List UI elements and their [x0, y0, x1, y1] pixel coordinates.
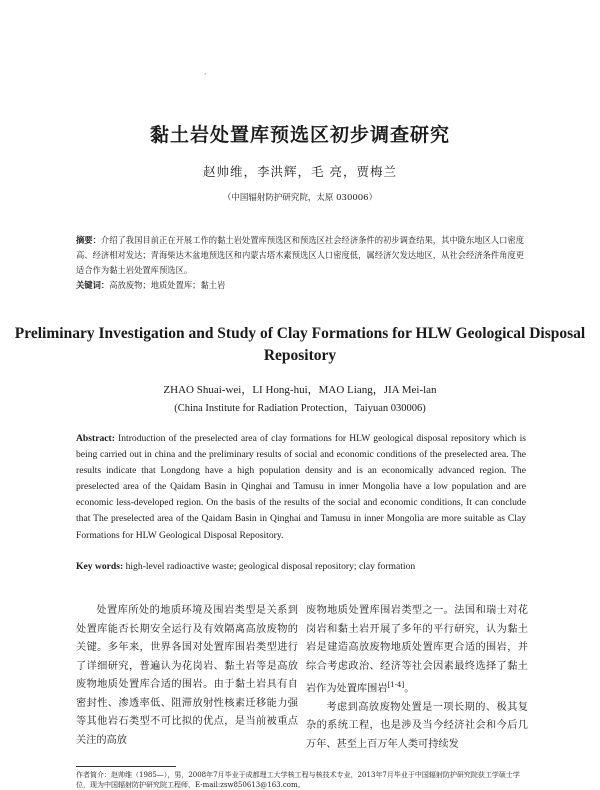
chinese-authors: 赵帅维，李洪辉，毛 亮，贾梅兰 [203, 164, 397, 179]
chinese-title: 黏土岩处置库预选区初步调查研究 [149, 124, 450, 146]
body-column-right [306, 602, 528, 754]
english-keywords-text: high-level radioactive waste; geological disposal repository; clay formation [125, 561, 416, 572]
chinese-abstract-text: 介绍了我国目前正在开展工作的黏土岩处置库预选区和预选区社会经济条件的初步调查结果，其中陇东地区人口密度高、经济相对发达；青海柴达木盆地预选区和内蒙古塔木素预选区人口密度低，属经济欠发达地区，从社会经济条件角度更适合作为黏土岩处置库预选区。 [76, 235, 525, 275]
english-authors: ZHAO Shuai-wei，LI Hong-hui，MAO Liang，JIA Mei-lan [163, 384, 437, 396]
footnote-divider [76, 766, 176, 767]
chinese-keywords-text: 高放废物；地质处置库；黏土岩 [109, 280, 226, 290]
english-affiliation: (China Institute for Radiation Protection，Taiyuan 030006) [174, 403, 426, 414]
author-footnote: 作者简介：赵帅维（1985—），男，2008年7月毕业于成都理工大学核工程与核技术专业，2013年7月毕业于中国辐射防护研究院获工学硕士学位，现为中国辐射防护研究院工程师，E-mail:zsw850613@163.com。 [76, 771, 520, 789]
chinese-affiliation: （中国辐射防护研究院，太原 030006） [222, 193, 378, 203]
chinese-abstract [76, 233, 526, 278]
chinese-keywords [76, 279, 526, 291]
english-abstract-label: Abstract: [76, 433, 115, 444]
body-text: 废物地质处置库围岩类型之一。法国和瑞士对花岗岩和黏土岩开展了多年的平行研究，认为黏土岩是建造高放废物地质处置库更合适的围岩，并综合考虑政治、经济等社会因素最终选择了黏土岩作为处置库围岩 [306, 605, 528, 695]
body-column-left [76, 602, 298, 750]
page-speck: · [204, 70, 207, 79]
english-keywords-label: Key words: [76, 561, 124, 572]
chinese-keywords-label: 关键词： [76, 280, 110, 290]
english-title: Preliminary Investigation and Study of Clay Formations for HLW Geological Disposal Repository [14, 325, 586, 364]
body-paragraph [306, 602, 528, 699]
chinese-abstract-label: 摘要： [76, 235, 101, 245]
english-abstract [76, 431, 526, 544]
body-paragraph: 处置库所处的地质环境及围岩类型是关系到处置库能否长期安全运行及有效隔离高放废物的关键。多年来，世界各国对处置库围岩类型进行了详细研究，普遍认为花岗岩、黏土岩等是高放废物地质处置库合适的围岩。由于黏土岩具有自密封性、渗透率低、阻滞放射性核素迁移能力强等其他岩石类型不可比拟的优点，是当前被重点关注的高放 [76, 605, 298, 746]
body-text-end: 。 [404, 683, 415, 695]
english-abstract-text: Introduction of the preselected area of clay formations for HLW geological disposal repository which is being carried out in china and the preliminary results of social and economic conditions of the preselected area. The results indicate that Longdong have a high population density and is an economically advanced region. The preselected area of the Qaidam Basin in Qinghai and Tamusu in inner Mongolia have a low population and are economic less-developed region. On the basis of the results of the social and economic conditions, It can conclude that The preselected area of the Qaidam Basin in Qinghai and Tamusu in inner Mongolia are more suitable as Clay Formations for HLW Geological Disposal Repository. [76, 433, 526, 541]
english-keywords [76, 561, 526, 572]
body-paragraph: 考虑到高放废物处置是一项长期的、极其复杂的系统工程，也是涉及当今经济社会和今后几万年、甚至上百万年人类可持续发 [306, 701, 528, 750]
citation-reference: [1-4] [387, 681, 405, 689]
